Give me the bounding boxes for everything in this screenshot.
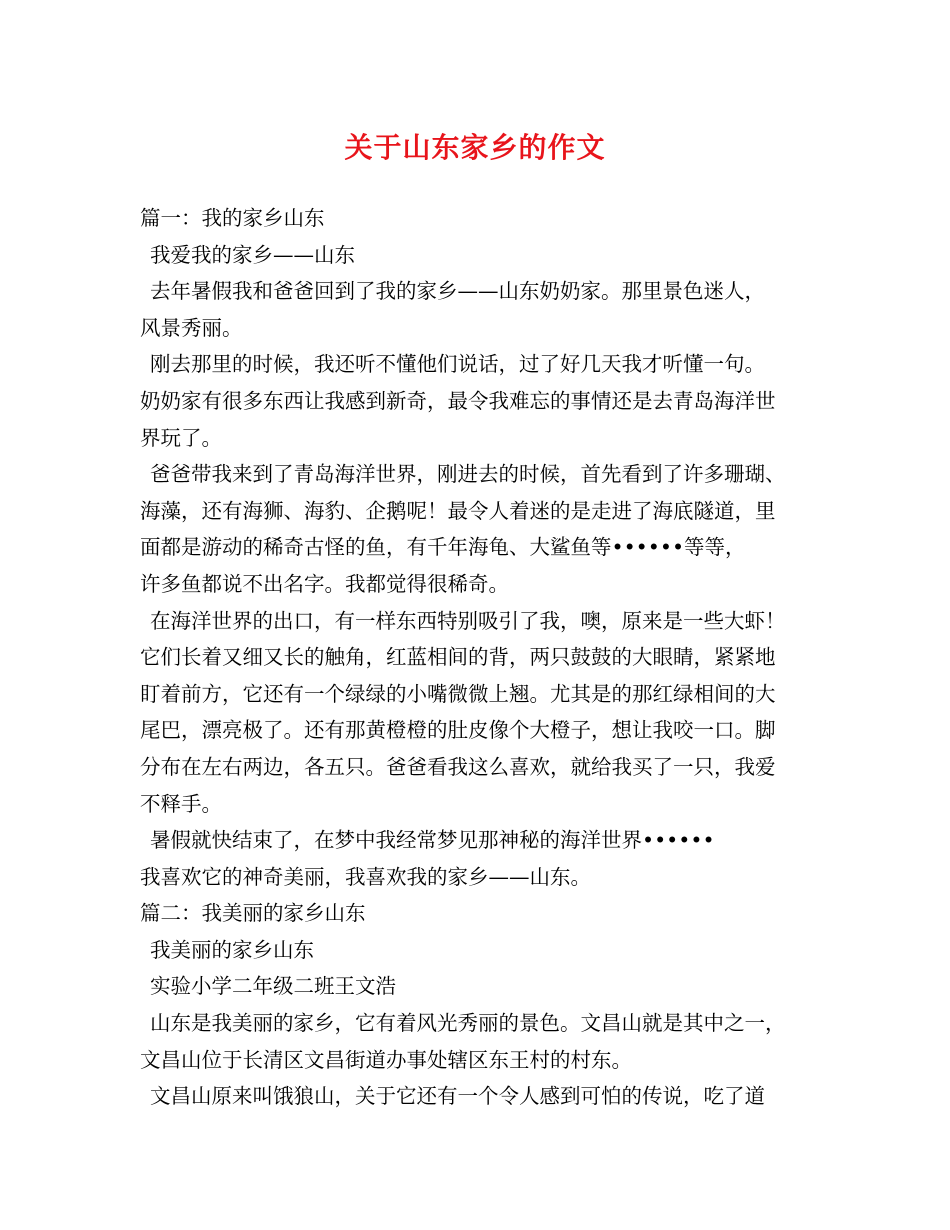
text-line: 文昌山原来叫饿狼山，关于它还有一个令人感到可怕的传说，吃了道 bbox=[150, 1084, 765, 1109]
text-line: 界玩了。 bbox=[140, 425, 222, 450]
text-line: 盯着前方，它还有一个绿绿的小嘴微微上翘。尤其是的那红绿相间的大 bbox=[140, 681, 776, 706]
text-line: 去年暑假我和爸爸回到了我的家乡——山东奶奶家。那里景色迷人， bbox=[150, 279, 765, 304]
text-line: 它们长着又细又长的触角，红蓝相间的背，两只鼓鼓的大眼睛，紧紧地 bbox=[140, 645, 776, 670]
text-line: 面都是游动的稀奇古怪的鱼，有千年海龟、大鲨鱼等••••••等等， bbox=[140, 535, 746, 560]
text-line: 刚去那里的时候，我还听不懂他们说话，过了好几天我才听懂一句。 bbox=[150, 352, 765, 377]
text-line: 不释手。 bbox=[140, 791, 222, 816]
text-line: 分布在左右两边，各五只。爸爸看我这么喜欢，就给我买了一只，我爱 bbox=[140, 754, 776, 779]
text-line: 篇一：我的家乡山东 bbox=[140, 206, 325, 230]
text-line: 在海洋世界的出口，有一样东西特别吸引了我，噢，原来是一些大虾！ bbox=[150, 608, 786, 633]
text-line: 我喜欢它的神奇美丽，我喜欢我的家乡——山东。 bbox=[140, 864, 591, 889]
text-line: 实验小学二年级二班王文浩 bbox=[150, 974, 396, 999]
text-line: 奶奶家有很多东西让我感到新奇，最令我难忘的事情还是去青岛海洋世 bbox=[140, 388, 776, 413]
text-line: 我爱我的家乡——山东 bbox=[150, 242, 355, 267]
text-line: 尾巴，漂亮极了。还有那黄橙橙的肚皮像个大橙子，想让我咬一口。脚 bbox=[140, 718, 776, 743]
text-line: 篇二：我美丽的家乡山东 bbox=[140, 901, 366, 926]
text-line: 山东是我美丽的家乡，它有着风光秀丽的景色。文昌山就是其中之一， bbox=[150, 1011, 786, 1036]
text-line: 我美丽的家乡山东 bbox=[150, 937, 314, 962]
document-body bbox=[140, 200, 820, 1115]
text-line: 暑假就快结束了，在梦中我经常梦见那神秘的海洋世界•••••• bbox=[150, 828, 715, 853]
text-line: 许多鱼都说不出名字。我都觉得很稀奇。 bbox=[140, 571, 509, 596]
text-line: 海藻，还有海狮、海豹、企鹅呢！最令人着迷的是走进了海底隧道，里 bbox=[140, 498, 776, 523]
text-line: 爸爸带我来到了青岛海洋世界，刚进去的时候，首先看到了许多珊瑚、 bbox=[150, 462, 786, 487]
text-line: 文昌山位于长清区文昌街道办事处辖区东王村的村东。 bbox=[140, 1047, 632, 1072]
text-line: 风景秀丽。 bbox=[140, 315, 243, 340]
document-title: 关于山东家乡的作文 bbox=[344, 131, 606, 164]
